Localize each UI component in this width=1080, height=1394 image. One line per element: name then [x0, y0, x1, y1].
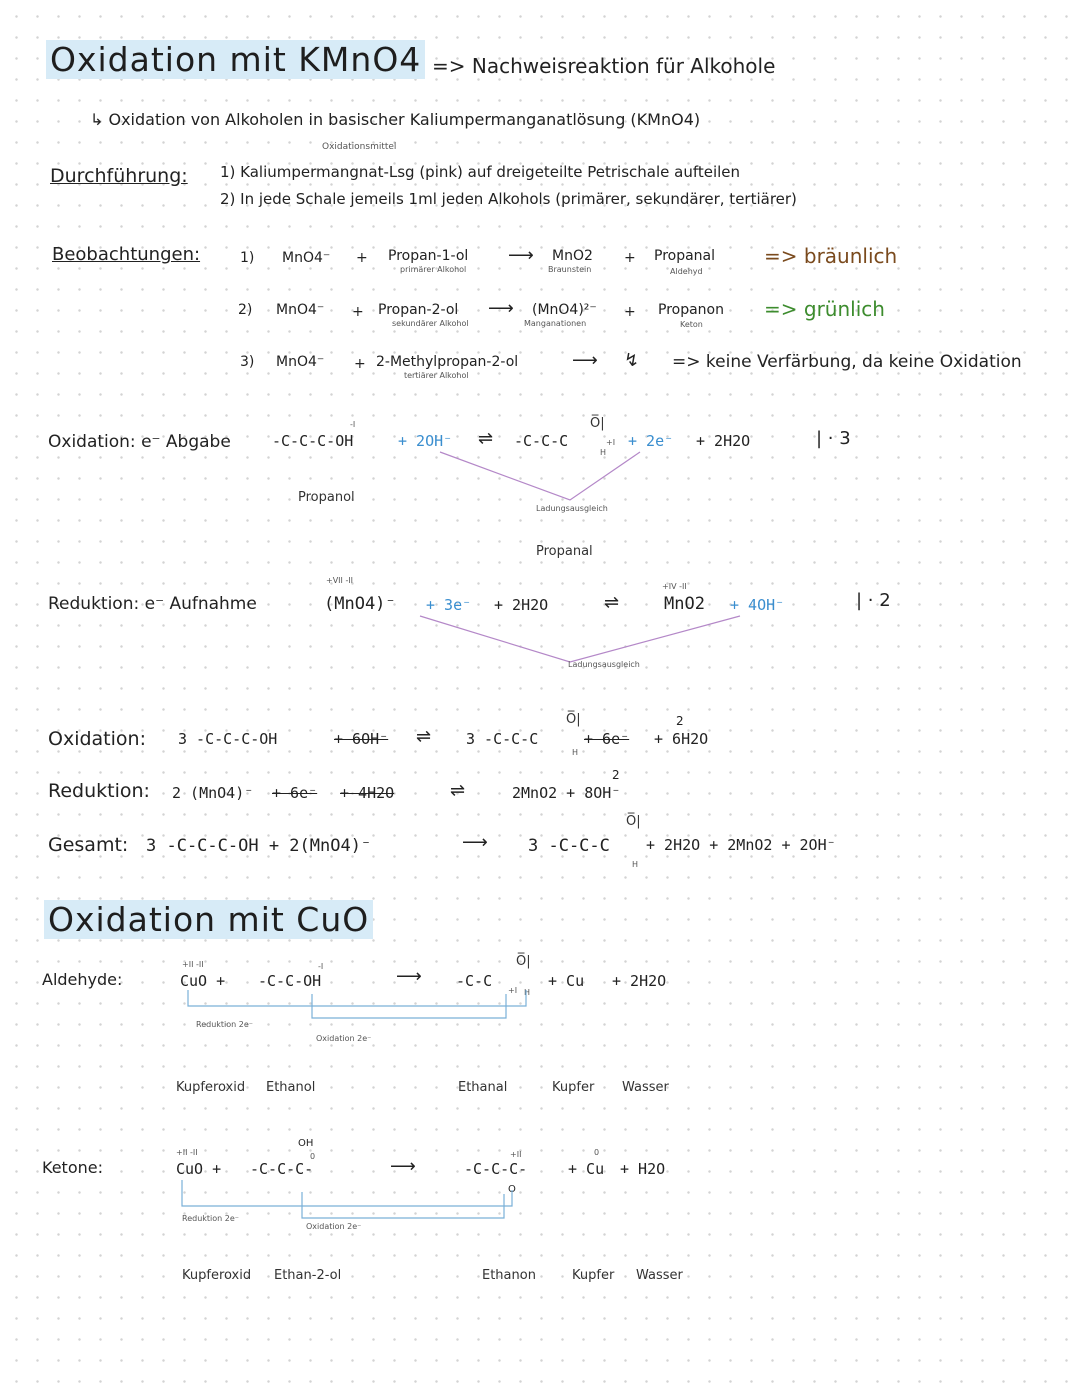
sum-red-right: 2MnO2 + 8OH⁻	[512, 784, 621, 802]
ket-alcohol: -C-C-C-	[250, 1160, 314, 1178]
oxidationsmittel-label: Oxidationsmittel	[322, 142, 397, 152]
obs3-alcohol-type: tertiärer Alkohol	[404, 371, 469, 380]
obs2-product1: (MnO4)²⁻	[532, 302, 597, 318]
obs1-product1-sub: Braunstein	[548, 265, 592, 274]
cuo-title	[44, 900, 373, 939]
ox-eq-water: + 2H2O	[696, 432, 751, 450]
sum-ox-plus-oh: + 6OH⁻	[334, 730, 389, 748]
ald-water: + 2H2O	[612, 972, 667, 990]
ald-alcohol: -C-C-OH	[258, 972, 322, 990]
obs1-product2-sub: Aldehyd	[670, 267, 703, 276]
obs1-result: => bräunlich	[764, 244, 898, 268]
ket-name-wasser: Wasser	[636, 1268, 683, 1283]
obs2-alcohol: Propan-2-ol	[378, 302, 459, 318]
red-eq-water: + 2H2O	[494, 596, 549, 614]
ald-cuo: CuO +	[180, 972, 226, 990]
ald-product-num: +I	[508, 986, 518, 995]
ket-cu-num: 0	[594, 1148, 600, 1157]
obs3-alcohol: 2-Methylpropan-2-ol	[376, 354, 519, 370]
ald-product: -C-C	[456, 972, 493, 990]
obs1-reagent: MnO4⁻	[282, 250, 331, 266]
ald-cu: + Cu	[548, 972, 585, 990]
mn-ox-nums: +VII -II	[326, 576, 354, 585]
gesamt-oxygen: O̅|	[626, 814, 641, 829]
ox-num-plus1: +I	[606, 438, 616, 447]
ald-name-wasser: Wasser	[622, 1080, 669, 1095]
red-eq-arrow: ⇌	[604, 592, 620, 613]
ox-eq-plus-oh: + 2OH⁻	[398, 432, 453, 450]
ket-cu: + Cu	[568, 1160, 605, 1178]
step-1: 1) Kaliumpermangnat-Lsg (pink) auf dreigeteilte Petrischale aufteilen	[220, 163, 741, 181]
ox-eq-oxygen: O̅|	[590, 416, 605, 431]
intro-text: ↳ Oxidation von Alkoholen in basischer Kaliumpermanganatlösung (KMnO4)	[90, 110, 701, 129]
step-2: 2) In jede Schale jemeils 1ml jeden Alkohols (primärer, sekundärer, tertiärer)	[220, 190, 797, 208]
obs1-alcohol-type: primärer Alkohol	[400, 265, 467, 274]
ald-reduction-label: Reduktion 2e⁻	[196, 1020, 254, 1029]
red-eq-ox-nums: +IV -II	[662, 582, 687, 591]
obs2-plus2: +	[624, 304, 636, 320]
propanol-label: Propanol	[298, 490, 355, 505]
sum-red-electrons: + 6e⁻	[272, 784, 318, 802]
ket-water: + H2O	[620, 1160, 666, 1178]
obs2-product2: Propanon	[658, 302, 724, 318]
ket-alcohol-num: 0	[310, 1152, 316, 1161]
ket-name-ethan-2-ol: Ethan-2-ol	[274, 1268, 342, 1283]
red-factor: | · 2	[856, 590, 891, 611]
obs2-result: => grünlich	[764, 297, 885, 321]
sum-ox-left: 3 -C-C-C-OH	[178, 730, 278, 748]
sum-red-two: 2	[612, 768, 620, 782]
sum-ox-hydrogen: H	[572, 748, 579, 757]
ket-reduction-label: Reduktion 2e⁻	[182, 1214, 240, 1223]
obs1-num: 1)	[240, 250, 255, 266]
obs3-result: => keine Verfärbung, da keine Oxidation	[672, 352, 1022, 372]
ketone-label: Ketone:	[42, 1158, 103, 1177]
ox-eq-left: -C-C-C-OH	[272, 432, 354, 450]
obs3-arrow: ⟶	[572, 350, 598, 371]
propanal-label: Propanal	[536, 544, 593, 559]
gesamt-hydrogen: H	[632, 860, 639, 869]
obs1-product1: MnO2	[552, 248, 593, 264]
obs3-reagent: MnO4⁻	[276, 354, 325, 370]
ket-arrow: ⟶	[390, 1156, 416, 1177]
red-eq-electrons: + 3e⁻	[426, 596, 472, 614]
red-eq-left: (MnO4)⁻	[324, 594, 396, 614]
ket-oh: OH	[298, 1138, 314, 1149]
obs1-plus2: +	[624, 250, 636, 266]
sum-ox-electrons: + 6e⁻	[584, 730, 630, 748]
ald-name-ethanal: Ethanal	[458, 1080, 508, 1095]
ald-product-oxygen: O̅|	[516, 954, 531, 969]
sum-red-water: + 4H2O	[340, 784, 395, 802]
subtitle: => Nachweisreaktion für Alkohole	[432, 54, 776, 78]
obs2-alcohol-type: sekundärer Alkohol	[392, 319, 469, 328]
ald-ox-nums: +II -II	[182, 960, 204, 969]
ket-name-ethanon: Ethanon	[482, 1268, 536, 1283]
gesamt-right-a: 3 -C-C-C	[528, 836, 610, 856]
ald-name-kupfer: Kupfer	[552, 1080, 595, 1095]
sum-ox-arrow: ⇌	[416, 726, 432, 747]
ox-factor: | · 3	[816, 428, 851, 449]
ox-eq-arrow: ⇌	[478, 428, 494, 449]
ald-name-ethanol: Ethanol	[266, 1080, 316, 1095]
sum-red-left: 2 (MnO4)⁻	[172, 784, 254, 802]
gesamt-right-b: + 2H2O + 2MnO2 + 2OH⁻	[646, 836, 836, 854]
cuo-title-highlight: Oxidation mit CuO	[44, 900, 373, 939]
ald-arrow: ⟶	[396, 966, 422, 987]
ket-name-kupfer: Kupfer	[572, 1268, 615, 1283]
ket-cuo: CuO +	[176, 1160, 222, 1178]
obs3-plus: +	[354, 356, 366, 372]
ox-num-minus1: -I	[350, 420, 356, 429]
sum-ox-right: 3 -C-C-C	[466, 730, 539, 748]
obs2-product1-sub: Manganationen	[524, 319, 587, 328]
oxidation-label: Oxidation: e⁻ Abgabe	[48, 432, 231, 452]
ket-product: -C-C-C-	[464, 1160, 528, 1178]
aldehyde-label: Aldehyde:	[42, 970, 123, 989]
ox-eq-right: -C-C-C	[514, 432, 569, 450]
ket-name-kupferoxid: Kupferoxid	[182, 1268, 252, 1283]
ladungsausgleich-label-2: Ladungsausgleich	[568, 660, 640, 669]
beobachtungen-label: Beobachtungen:	[52, 244, 201, 265]
ladungsausgleich-label-1: Ladungsausgleich	[536, 504, 608, 513]
obs3-num: 3)	[240, 354, 255, 370]
title-highlight: Oxidation mit KMnO4	[46, 40, 425, 79]
ladungsausgleich-lines-1	[420, 452, 650, 502]
gesamt-left: 3 -C-C-C-OH + 2(MnO4)⁻	[146, 836, 372, 856]
ket-product-num: +II	[510, 1150, 522, 1159]
sum-red-label: Reduktion:	[48, 780, 150, 802]
sum-ox-label: Oxidation:	[48, 728, 146, 750]
gesamt-label: Gesamt:	[48, 834, 129, 856]
ald-name-kupferoxid: Kupferoxid	[176, 1080, 246, 1095]
red-eq-right: MnO2	[664, 594, 705, 614]
page-title	[46, 40, 425, 79]
durchfuehrung-label: Durchführung:	[50, 165, 188, 187]
red-eq-oh: + 4OH⁻	[730, 596, 785, 614]
sum-ox-two: 2	[676, 714, 684, 728]
obs2-reagent: MnO4⁻	[276, 302, 325, 318]
obs3-no-reaction-icon: ↯	[624, 350, 640, 371]
gesamt-arrow: ⟶	[462, 832, 488, 853]
ox-eq-hydrogen: H	[600, 448, 607, 457]
obs2-arrow: ⟶	[488, 298, 514, 319]
reduktion-label: Reduktion: e⁻ Aufnahme	[48, 594, 257, 614]
obs1-plus: +	[356, 250, 368, 266]
obs2-num: 2)	[238, 302, 253, 318]
ket-ox-nums: +II -II	[176, 1148, 198, 1157]
obs2-plus: +	[352, 304, 364, 320]
sum-ox-water: + 6H2O	[654, 730, 709, 748]
sum-red-arrow: ⇌	[450, 780, 466, 801]
obs1-arrow: ⟶	[508, 245, 534, 266]
obs1-alcohol: Propan-1-ol	[388, 248, 469, 264]
ladungsausgleich-lines-2	[420, 616, 750, 664]
ald-product-hydrogen: H	[524, 988, 531, 997]
ald-alcohol-num: -I	[318, 962, 324, 971]
sum-ox-oxygen: O̅|	[566, 712, 581, 727]
obs1-product2: Propanal	[654, 248, 716, 264]
ket-product-oxygen: O	[508, 1184, 516, 1195]
ald-oxidation-label: Oxidation 2e⁻	[316, 1034, 372, 1043]
ox-eq-electrons: + 2e⁻	[628, 432, 674, 450]
obs2-product2-sub: Keton	[680, 320, 703, 329]
ald-redox-brackets	[188, 990, 538, 1020]
ket-oxidation-label: Oxidation 2e⁻	[306, 1222, 362, 1231]
